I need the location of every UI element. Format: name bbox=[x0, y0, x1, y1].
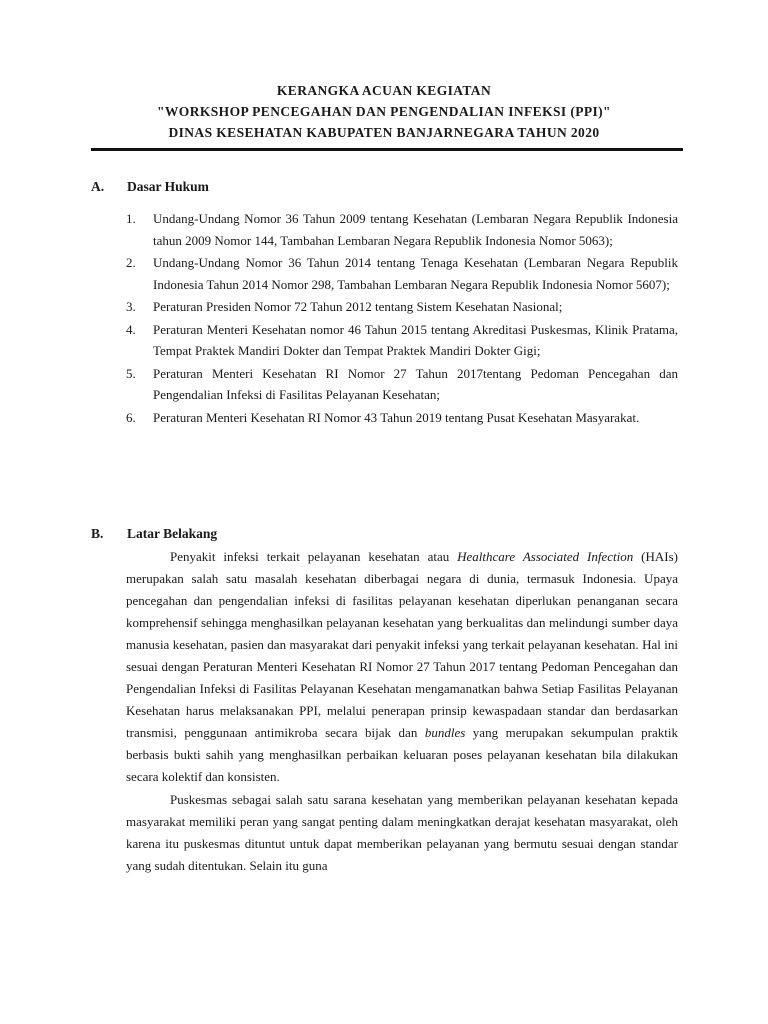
list-item-text: Peraturan Menteri Kesehatan RI Nomor 27 Tahun 2017tentang Pedoman Pencegahan dan Pengendalian Infeksi di Fasilitas Pelayanan Kesehatan; bbox=[153, 365, 678, 402]
section-a-heading bbox=[91, 177, 209, 197]
list-item bbox=[126, 208, 678, 251]
list-item-number: 2. bbox=[126, 255, 136, 270]
list-item bbox=[126, 363, 678, 406]
section-b-heading bbox=[91, 524, 217, 544]
paragraph-1-part-2: (HAIs) merupakan salah satu masalah kesehatan diberbagai negara di dunia, termasuk Indonesia. Upaya pencegahan dan pengendalian infeksi di fasilitas pelayanan kesehatan diperlukan penanganan secara komprehensif sehingga menghasilkan pelayanan kesehatan yang berkualitas dan melindungi sumber daya manusia kesehatan, pasien dan masyarakat dari penyakit infeksi yang terkait pelayanan kesehatan. Hal ini sesuai dengan Peraturan Menteri Kesehatan RI Nomor 27 Tahun 2017 tentang Pedoman Pencegahan dan Pengendalian Infeksi di Fasilitas Pelayanan Kesehatan mengamanatkan bahwa Setiap Fasilitas Pelayanan Kesehatan harus melaksanakan PPI, melalui penerapan prinsip kewaspadaan standar dan berdasarkan transmisi, penggunaan antimikroba secara bijak dan bbox=[126, 549, 678, 740]
title-line-3: DINAS KESEHATAN KABUPATEN BANJARNEGARA TAHUN 2020 bbox=[168, 125, 600, 140]
section-a-title: Dasar Hukum bbox=[127, 179, 209, 194]
list-item-number: 3. bbox=[126, 299, 136, 314]
title-line-1: KERANGKA ACUAN KEGIATAN bbox=[276, 83, 492, 98]
list-item-number: 6. bbox=[126, 409, 136, 425]
list-item bbox=[126, 407, 678, 429]
paragraph-2: Puskesmas sebagai salah satu sarana kesehatan yang memberikan pelayanan kesehatan kepada masyarakat memiliki peran yang sangat penting dalam meningkatkan derajat kesehatan masyarakat, oleh karena itu puskesmas dituntut untuk dapat memberikan pelayanan yang bermutu sesuai dengan standar yang sudah ditentukan. Selain itu guna bbox=[126, 792, 678, 873]
list-item bbox=[126, 252, 678, 295]
list-item bbox=[126, 296, 678, 318]
legal-basis-list bbox=[126, 208, 678, 428]
section-b-letter: B. bbox=[91, 526, 104, 541]
list-item-number: 4. bbox=[126, 321, 136, 337]
document-title bbox=[0, 80, 768, 143]
section-b-title: Latar Belakang bbox=[127, 526, 218, 541]
paragraph-1 bbox=[126, 546, 678, 788]
paragraph-1-part-3: yang merupakan sekumpulan praktik berbasis bukti sahih yang menghasilkan perbaikan keluaran poses pelayanan kesehatan bila dilakukan secara kolektif dan konsisten. bbox=[126, 725, 679, 784]
section-a-letter: A. bbox=[91, 179, 105, 194]
list-item-text: Undang-Undang Nomor 36 Tahun 2014 tentang Tenaga Kesehatan (Lembaran Negara Republik Indonesia Tahun 2014 Nomor 298, Tambahan Lembaran Negara Republik Indonesia Nomor 5607); bbox=[153, 255, 678, 292]
list-item-text: Undang-Undang Nomor 36 Tahun 2009 tentang Kesehatan (Lembaran Negara Republik Indonesia tahun 2009 Nomor 144, Tambahan Lembaran Negara Republik Indonesia Nomor 5063); bbox=[153, 211, 678, 248]
list-item-number: 1. bbox=[126, 211, 136, 226]
list-item-text: Peraturan Presiden Nomor 72 Tahun 2012 tentang Sistem Kesehatan Nasional; bbox=[153, 299, 563, 314]
background-text bbox=[126, 546, 678, 877]
title-line-2: "WORKSHOP PENCEGAHAN DAN PENGENDALIAN INFEKSI (PPI)" bbox=[157, 104, 611, 119]
paragraph-1-part-1: Penyakit infeksi terkait pelayanan kesehatan atau bbox=[170, 549, 458, 564]
italic-term-hais: Healthcare Associated Infection bbox=[457, 549, 634, 564]
list-item bbox=[126, 319, 678, 362]
list-item-text: Peraturan Menteri Kesehatan RI Nomor 43 Tahun 2019 tentang Pusat Kesehatan Masyarakat. bbox=[153, 409, 640, 425]
title-divider bbox=[91, 148, 683, 151]
list-item-text: Peraturan Menteri Kesehatan nomor 46 Tahun 2015 tentang Akreditasi Puskesmas, Klinik Pratama, Tempat Praktek Mandiri Dokter dan Tempat Praktek Mandiri Dokter Gigi; bbox=[153, 321, 678, 358]
italic-term-bundles: bundles bbox=[424, 725, 466, 740]
list-item-number: 5. bbox=[126, 365, 136, 381]
